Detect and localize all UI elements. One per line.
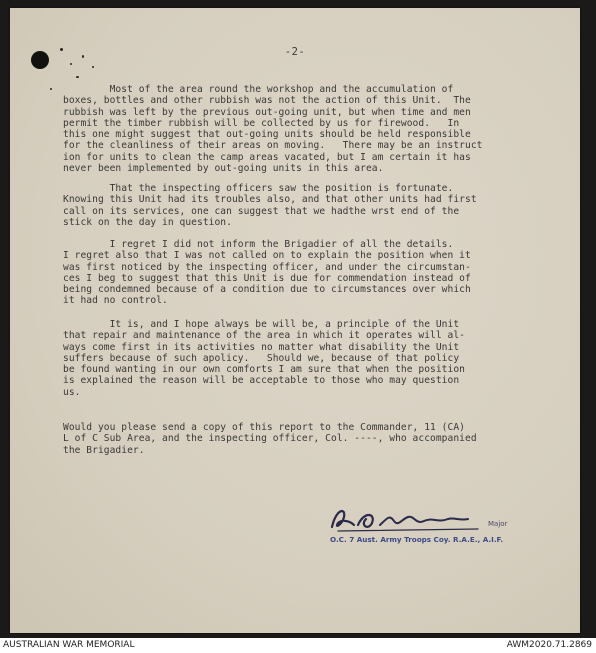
speck	[76, 76, 79, 78]
speck	[70, 63, 72, 65]
page-number: -2-	[284, 46, 306, 58]
paragraph-1: Most of the area round the workshop and the accumulation of boxes, bottles and other rubbish was not the action of this Unit. The rubbish was left by the previous out-going unit, but when time and men permit the timber rubbish will be collected by us for firewood. In this one might suggest that out-going units should be held responsible for the cleanliness of their areas on moving. There may be an instruct ion for units to clean the camp areas vacated, but I am certain it has never been implemented by out-going units in this area.	[63, 84, 483, 175]
speck	[92, 66, 94, 68]
paragraph-5: Would you please send a copy of this report to the Commander, 11 (CA) L of C Sub Area, and the inspecting officer, Col. ----, who accompanied the Brigadier.	[63, 422, 477, 456]
unit-stamp: O.C. 7 Aust. Army Troops Coy. R.A.E., A.I.F.	[330, 535, 504, 544]
rank-label: Major	[488, 520, 508, 528]
speck	[50, 88, 52, 90]
accession-number: AWM2020.71.2869	[506, 640, 592, 650]
paragraph-2: That the inspecting officers saw the position is fortunate. Knowing this Unit had its troubles also, and that other units had first call on its services, one can suggest that we hadthe wrst end of the stick on the day in question.	[63, 183, 477, 228]
handwritten-signature	[328, 503, 488, 535]
paragraph-3: I regret I did not inform the Brigadier of all the details. I regret also that I was not called on to explain the position when it was first noticed by the inspecting officer, and under the circumstan- ces I beg to suggest that this Unit is due for commendation instead of being condemned because of a condition due to circumstances over which it had no control.	[63, 239, 471, 307]
signature-block	[328, 503, 528, 553]
document-page	[10, 8, 580, 633]
paragraph-4: It is, and I hope always be will be, a principle of the Unit that repair and maintenance of the area in which it operates will al- ways come first in its activities no matter what disability the Unit suffers because of such apolicy. Should we, because of that policy be found wanting in our own comforts I am sure that when the position is explained the reason will be acceptable to those who may question us.	[63, 319, 465, 398]
archive-credit: AUSTRALIAN WAR MEMORIAL	[3, 640, 135, 650]
